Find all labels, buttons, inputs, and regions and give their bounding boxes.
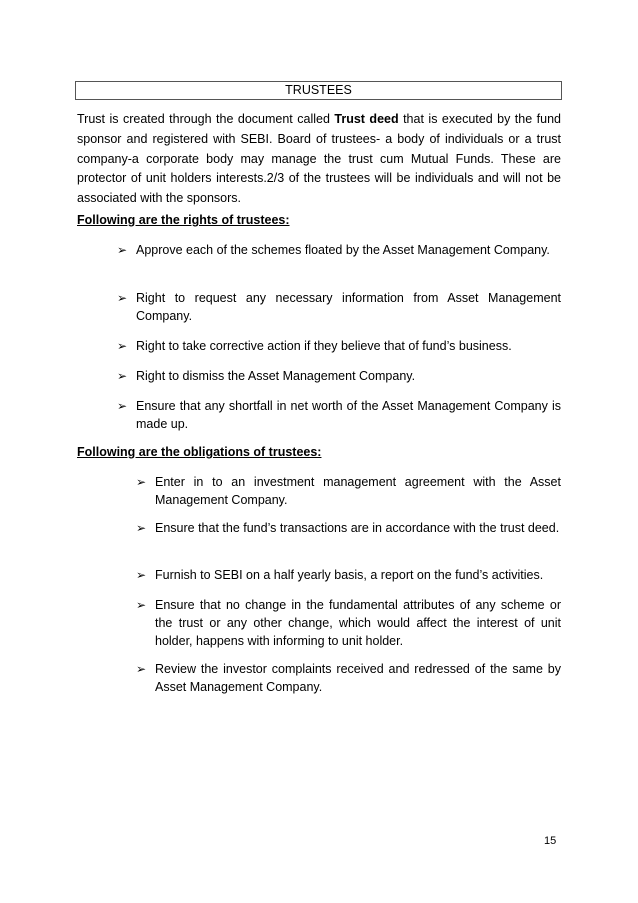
list-item-text: Ensure that any shortfall in net worth of the Asset Management Company is made up. xyxy=(136,399,561,431)
list-item xyxy=(136,519,561,537)
intro-text-start: Trust is created through the document called xyxy=(77,112,335,126)
page-number: 15 xyxy=(544,835,557,847)
arrow-bullet-icon: ➢ xyxy=(117,399,128,413)
list-item-text: Furnish to SEBI on a half yearly basis, a report on the fund’s activities. xyxy=(155,568,544,582)
intro-bold-term: Trust deed xyxy=(334,112,399,126)
arrow-bullet-icon: ➢ xyxy=(136,568,147,582)
list-item-text: Review the investor complaints received and redressed of the same by Asset Management Company. xyxy=(155,662,561,694)
arrow-bullet-icon: ➢ xyxy=(136,475,147,489)
list-item-text: Right to request any necessary information from Asset Management Company. xyxy=(136,291,561,323)
section-title: TRUSTEES xyxy=(75,81,562,100)
list-item xyxy=(117,367,561,385)
intro-text-end: that is executed by the fund sponsor and registered with SEBI. Board of trustees- a body of individuals or a trust company-a corporate body may manage the trust cum Mutual Funds. These are protector of unit holders interests.2/3 of the trustees will be individuals and will not be associated with the sponsors. xyxy=(77,112,561,206)
list-item xyxy=(136,473,561,509)
list-item xyxy=(136,660,561,696)
arrow-bullet-icon: ➢ xyxy=(117,339,128,353)
list-item xyxy=(117,241,561,259)
list-item xyxy=(136,596,561,650)
list-item-text: Right to dismiss the Asset Management Company. xyxy=(136,369,416,383)
rights-heading: Following are the rights of trustees: xyxy=(77,213,290,227)
list-item-text: Right to take corrective action if they believe that of fund’s business. xyxy=(136,339,512,353)
list-item xyxy=(136,566,561,584)
list-item xyxy=(117,397,561,433)
intro-paragraph xyxy=(77,110,561,209)
arrow-bullet-icon: ➢ xyxy=(117,369,128,383)
arrow-bullet-icon: ➢ xyxy=(136,598,147,612)
list-item-text: Enter in to an investment management agreement with the Asset Management Company. xyxy=(155,475,561,507)
list-item xyxy=(117,337,561,355)
list-item-text: Approve each of the schemes floated by the Asset Management Company. xyxy=(136,243,550,257)
list-item xyxy=(117,289,561,325)
obligations-heading: Following are the obligations of trustees: xyxy=(77,445,322,459)
arrow-bullet-icon: ➢ xyxy=(117,243,128,257)
arrow-bullet-icon: ➢ xyxy=(117,291,128,305)
list-item-text: Ensure that no change in the fundamental attributes of any scheme or the trust or any other change, which would affect the interest of unit holder, happens with informing to unit holder. xyxy=(155,598,561,648)
arrow-bullet-icon: ➢ xyxy=(136,662,147,676)
list-item-text: Ensure that the fund’s transactions are in accordance with the trust deed. xyxy=(155,521,560,535)
arrow-bullet-icon: ➢ xyxy=(136,521,147,535)
